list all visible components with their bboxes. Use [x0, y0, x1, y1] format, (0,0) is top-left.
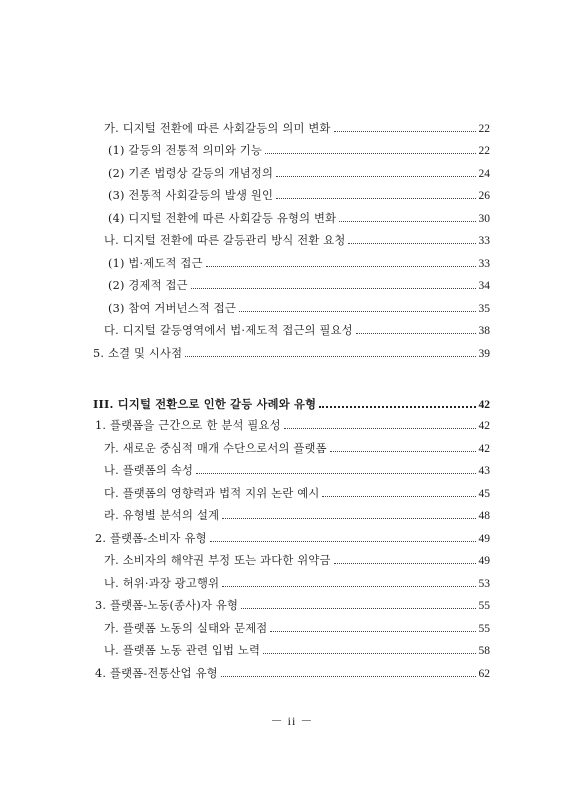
dot-leader — [356, 332, 476, 334]
toc-entry[interactable] — [104, 621, 490, 637]
toc-entry[interactable] — [108, 188, 490, 204]
toc-entry[interactable] — [104, 463, 490, 479]
toc-entry[interactable] — [95, 418, 490, 434]
toc-entry-page: 24 — [478, 168, 490, 180]
page-number-footer: － ii － — [270, 714, 314, 728]
toc-entry-label: 나. 허위·과장 광고행위 — [104, 577, 220, 590]
toc-entry-label: (2) 경제적 접근 — [108, 279, 188, 292]
dot-leader — [222, 585, 475, 587]
dot-leader — [284, 427, 476, 429]
toc-entry-page: 35 — [478, 303, 490, 315]
toc-entry-page: 42 — [478, 420, 490, 432]
dot-leader — [348, 242, 475, 244]
toc-entry-page: 49 — [478, 533, 490, 545]
toc-entry-page: 45 — [478, 488, 490, 500]
dot-leader — [263, 652, 475, 654]
toc-entry-label: (1) 갈등의 전통적 의미와 기능 — [108, 144, 263, 157]
toc-entry-page: 55 — [478, 623, 490, 635]
toc-entry-page: 33 — [478, 235, 490, 247]
toc-entry[interactable] — [108, 256, 490, 272]
toc-entry[interactable] — [95, 531, 490, 547]
toc-entry[interactable] — [108, 301, 490, 317]
toc-entry-label: (3) 전통적 사회갈등의 발생 원인 — [108, 189, 274, 202]
dot-leader — [191, 287, 476, 289]
toc-entry-page: 22 — [478, 123, 490, 135]
dot-leader — [339, 220, 475, 222]
dot-leader — [322, 495, 475, 497]
dot-leader — [221, 675, 476, 677]
dot-leader — [185, 355, 475, 357]
dot-leader — [270, 630, 475, 632]
toc-entry-label: (2) 기존 법령상 갈등의 개념정의 — [108, 167, 274, 180]
toc-entry[interactable] — [95, 666, 490, 682]
dot-leader — [206, 265, 476, 267]
toc-entry-page: 55 — [478, 600, 490, 612]
dot-leader — [265, 152, 475, 154]
dot-leader — [239, 310, 476, 312]
toc-entry-label: 가. 소비자의 해약권 부정 또는 과다한 위약금 — [104, 554, 331, 567]
toc-entry-label: 3. 플랫폼-노동(종사)자 유형 — [95, 599, 239, 612]
toc-entry[interactable] — [104, 643, 490, 659]
toc-entry[interactable] — [93, 346, 490, 362]
toc-entry-label: 다. 디지털 갈등영역에서 법·제도적 접근의 필요성 — [104, 324, 353, 337]
toc-chapter-entry[interactable] — [93, 396, 490, 412]
toc-entry[interactable] — [104, 508, 490, 524]
toc-entry-page: 33 — [478, 258, 490, 270]
toc-entry-page: 38 — [478, 325, 490, 337]
toc-entry[interactable] — [104, 323, 490, 339]
toc-entry[interactable] — [108, 278, 490, 294]
dot-leader — [319, 405, 475, 408]
toc-entry-page: 62 — [478, 668, 490, 680]
dot-leader — [334, 562, 476, 564]
dot-leader — [210, 540, 476, 542]
toc-entry-page: 42 — [478, 399, 490, 411]
toc-entry-label: 나. 플랫폼의 속성 — [104, 464, 194, 477]
toc-entry-label: (4) 디지털 전환에 따른 사회갈등 유형의 변화 — [108, 212, 337, 225]
toc-entry-page: 48 — [478, 510, 490, 522]
toc-entry-label: 가. 디지털 전환에 따른 사회갈등의 의미 변화 — [104, 122, 331, 135]
toc-entry-page: 22 — [478, 145, 490, 157]
toc-entry[interactable] — [108, 166, 490, 182]
toc-entry-page: 49 — [478, 555, 490, 567]
dot-leader — [222, 517, 475, 519]
toc-entry-label: 가. 플랫폼 노동의 실태와 문제점 — [104, 622, 268, 635]
toc-entry-label: 가. 새로운 중심적 매개 수단으로서의 플랫폼 — [104, 442, 327, 455]
toc-entry-page: 26 — [478, 190, 490, 202]
toc-entry-label: (3) 참여 거버넌스적 접근 — [108, 302, 236, 315]
toc-entry[interactable] — [108, 143, 490, 159]
toc-entry-label: 5. 소결 및 시사점 — [93, 347, 183, 360]
toc-entry[interactable] — [104, 233, 490, 249]
dot-leader — [276, 197, 475, 199]
toc-entry[interactable] — [104, 441, 490, 457]
toc-entry-label: 라. 유형별 분석의 설계 — [104, 509, 220, 522]
toc-entry-label: III. 디지털 전환으로 인한 갈등 사례와 유형 — [93, 397, 317, 411]
toc-entry-page: 34 — [478, 280, 490, 292]
toc-entry-page: 43 — [478, 465, 490, 477]
toc-entry-label: 2. 플랫폼-소비자 유형 — [95, 532, 207, 545]
toc-entry-page: 58 — [478, 645, 490, 657]
toc-entry-label: (1) 법·제도적 접근 — [108, 257, 203, 270]
dot-leader — [276, 175, 475, 177]
toc-entry-label: 나. 플랫폼 노동 관련 입법 노력 — [104, 644, 261, 657]
toc-entry[interactable] — [104, 486, 490, 502]
toc-entry[interactable] — [104, 576, 490, 592]
toc-entry-label: 나. 디지털 전환에 따른 갈등관리 방식 전환 요청 — [104, 234, 346, 247]
toc-entry-page: 53 — [478, 578, 490, 590]
toc-entry[interactable] — [104, 553, 490, 569]
toc-entry[interactable] — [108, 211, 490, 227]
dot-leader — [241, 607, 475, 609]
toc-entry-label: 다. 플랫폼의 영향력과 법적 지위 논란 예시 — [104, 487, 320, 500]
toc-entry[interactable] — [104, 121, 490, 137]
toc-entry-page: 39 — [478, 348, 490, 360]
toc-entry-label: 4. 플랫폼-전통산업 유형 — [95, 667, 218, 680]
toc-entry[interactable] — [95, 598, 490, 614]
dot-leader — [334, 130, 476, 132]
toc-entry-label: 1. 플랫폼을 근간으로 한 분석 필요성 — [95, 419, 281, 432]
dot-leader — [330, 450, 476, 452]
dot-leader — [196, 472, 475, 474]
toc-entry-page: 42 — [478, 443, 490, 455]
toc-entry-page: 30 — [478, 213, 490, 225]
